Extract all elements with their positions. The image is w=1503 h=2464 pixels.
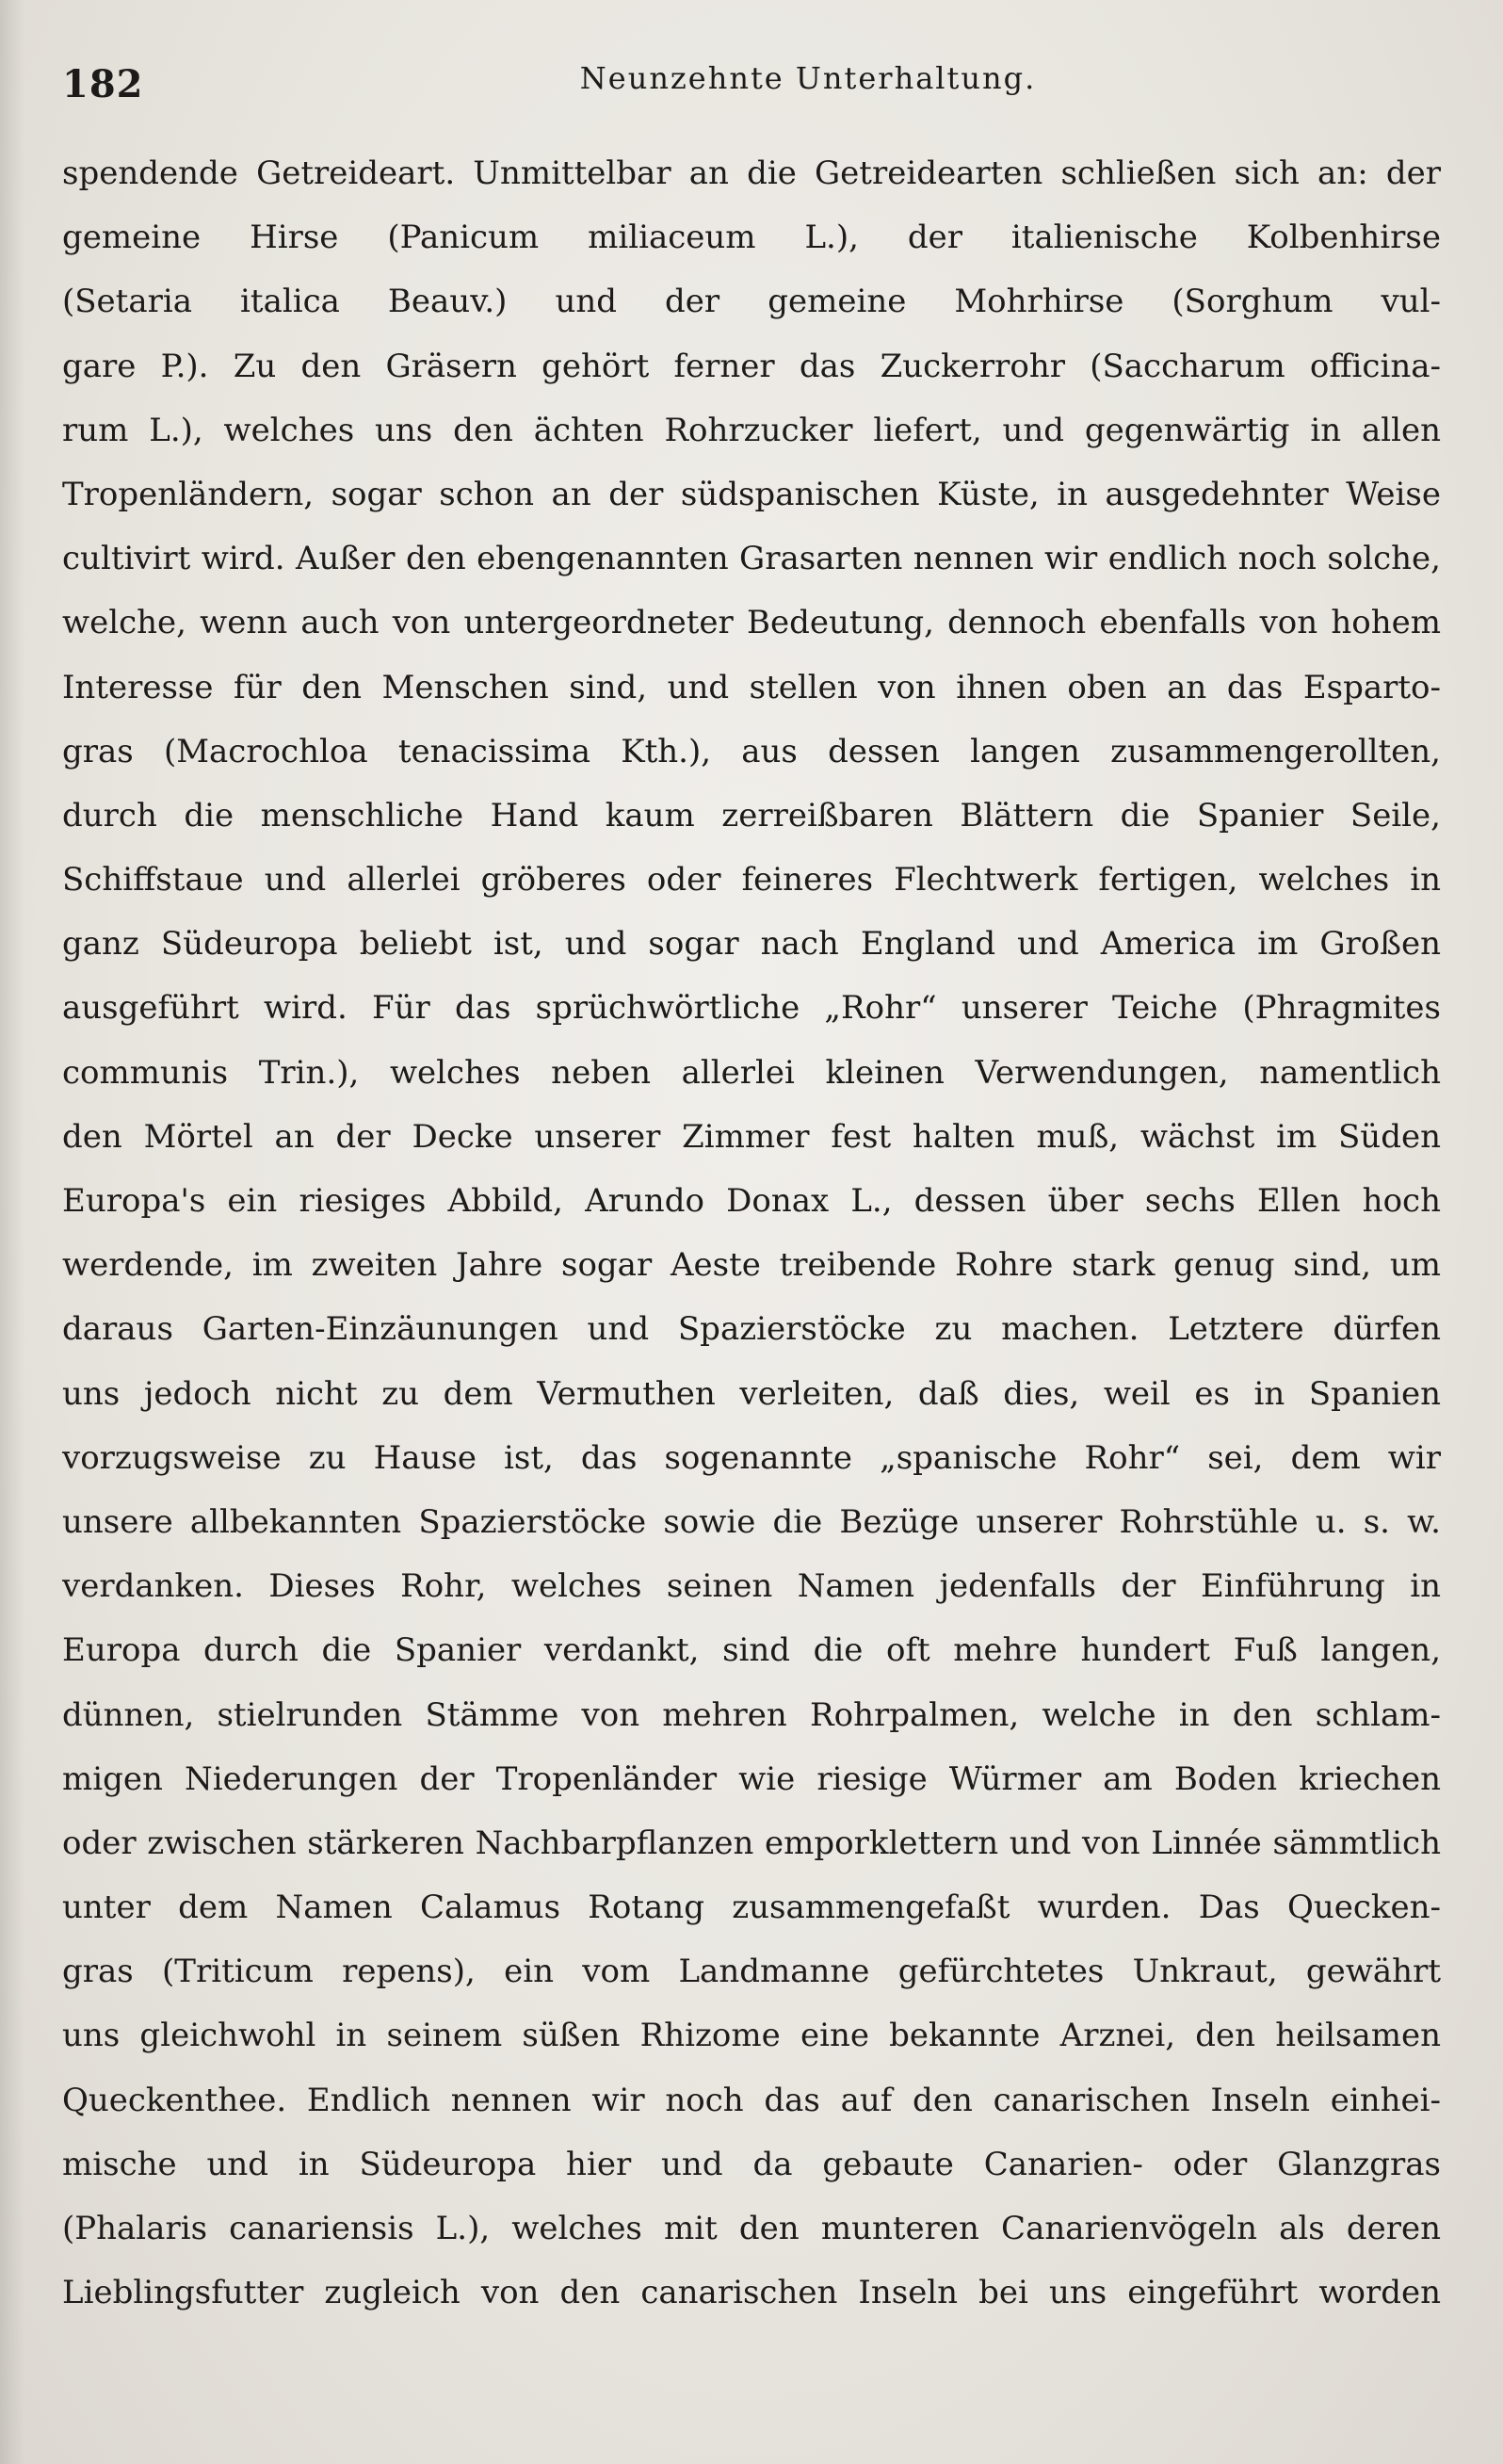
text-line: rum L.), welches uns den ächten Rohrzucker liefert, und gegenwärtig in allen (62, 411, 1441, 449)
text-line: dünnen, stielrunden Stämme von mehren Rohrpalmen, welche in den schlam- (62, 1695, 1441, 1734)
text-line: daraus Garten-Einzäunungen und Spazierstöcke zu machen. Letztere dürfen (62, 1310, 1441, 1349)
text-line: ausgeführt wird. Für das sprüchwörtliche „Rohr“ unserer Teiche (Phragmites (62, 989, 1441, 1028)
text-line: communis Trin.), welches neben allerlei kleinen Verwendungen, namentlich (62, 1053, 1441, 1092)
text-line: cultivirt wird. Außer den ebengenannten Grasarten nennen wir endlich noch solche, (62, 540, 1441, 578)
text-line: mische und in Südeuropa hier und da gebaute Canarien- oder Glanzgras (62, 2145, 1441, 2183)
text-line: vorzugsweise zu Hause ist, das sogenannte „spanische Rohr“ sei, dem wir (62, 1438, 1441, 1477)
text-line: uns gleichwohl in seinem süßen Rhizome eine bekannte Arznei, den heilsamen (62, 2017, 1441, 2055)
running-head: Neunzehnte Unterhaltung. (579, 60, 1037, 96)
text-line: gare P.). Zu den Gräsern gehört ferner das Zuckerrohr (Saccharum officina- (62, 347, 1441, 385)
text-line: durch die menschliche Hand kaum zerreißbaren Blättern die Spanier Seile, (62, 796, 1441, 835)
text-line: (Phalaris canariensis L.), welches mit den munteren Canarienvögeln als deren (62, 2210, 1441, 2247)
text-line: Schiffstaue und allerlei gröberes oder feineres Flechtwerk fertigen, welches in (62, 861, 1441, 900)
page-number: 182 (62, 62, 144, 106)
text-line: Queckenthee. Endlich nennen wir noch das auf den canarischen Inseln einhei- (62, 2081, 1441, 2119)
text-line: Lieblingsfutter zugleich von den canarischen Inseln bei uns eingeführt worden (62, 2274, 1441, 2312)
text-line: Europa durch die Spanier verdankt, sind die oft mehre hundert Fuß langen, (62, 1631, 1441, 1670)
text-line: werdende, im zweiten Jahre sogar Aeste treibende Rohre stark genug sind, um (62, 1246, 1441, 1285)
text-line: ganz Südeuropa beliebt ist, und sogar nach England und America im Großen (62, 925, 1441, 964)
text-line: oder zwischen stärkeren Nachbarpflanzen emporklettern und von Linnée sämmtlich (62, 1824, 1441, 1862)
text-line: migen Niederungen der Tropenländer wie riesige Würmer am Boden kriechen (62, 1759, 1441, 1798)
text-line: Tropenländern, sogar schon an der südspanischen Küste, in ausgedehnter Weise (62, 475, 1441, 513)
text-line: Interesse für den Menschen sind, und stellen von ihnen oben an das Esparto- (62, 668, 1441, 706)
page-header (62, 55, 1441, 121)
body-text (62, 141, 1441, 2325)
text-line: unsere allbekannten Spazierstöcke sowie die Bezüge unserer Rohrstühle u. s. w. (62, 1502, 1441, 1541)
text-line: (Setaria italica Beauv.) und der gemeine Mohrhirse (Sorghum vul- (62, 283, 1441, 321)
text-line: welche, wenn auch von untergeordneter Bedeutung, dennoch ebenfalls von hohem (62, 604, 1441, 642)
text-line: den Mörtel an der Decke unserer Zimmer fest halten muß, wächst im Süden (62, 1117, 1441, 1156)
text-line: gras (Macrochloa tenacissima Kth.), aus dessen langen zusammengerollten, (62, 732, 1441, 770)
text-line: gras (Triticum repens), ein vom Landmanne gefürchtetes Unkraut, gewährt (62, 1953, 1441, 1991)
text-line: verdanken. Dieses Rohr, welches seinen Namen jedenfalls der Einführung in (62, 1567, 1441, 1606)
text-line: spendende Getreideart. Unmittelbar an die Getreidearten schließen sich an: der (62, 154, 1441, 192)
text-line: unter dem Namen Calamus Rotang zusammengefaßt wurden. Das Quecken- (62, 1889, 1441, 1927)
text-line: gemeine Hirse (Panicum miliaceum L.), der italienische Kolbenhirse (62, 219, 1441, 257)
text-line: Europa's ein riesiges Abbild, Arundo Donax L., dessen über sechs Ellen hoch (62, 1182, 1441, 1220)
text-line: uns jedoch nicht zu dem Vermuthen verleiten, daß dies, weil es in Spanien (62, 1374, 1441, 1413)
